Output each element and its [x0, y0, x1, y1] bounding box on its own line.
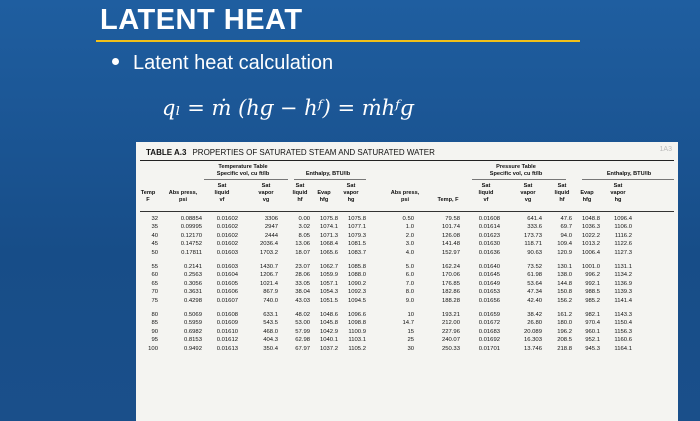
- sat-liquid-h-cell: 23.07: [295, 264, 310, 270]
- slide-title: LATENT HEAT: [100, 4, 303, 36]
- sat-liquid-h-r-cell: 130.1: [557, 264, 572, 270]
- col-sat-liquid-v-r: Sat liquid vf: [478, 183, 494, 203]
- sat-liquid-v-cell: 0.01609: [216, 320, 238, 327]
- sat-vapor-v-r-cell: 641.4: [527, 216, 542, 222]
- temp-r-cell: 212.00: [441, 320, 460, 327]
- sat-vapor-v-cell: 543.5: [263, 320, 278, 327]
- sat-liquid-h-r-cell: 120.9: [557, 249, 572, 256]
- evap-h-cell: 1045.8: [319, 320, 338, 327]
- sat-vapor-h-r-cell: 1136.9: [614, 280, 632, 287]
- sat-vapor-v-cell: 2947: [264, 224, 278, 231]
- temp-r-cell: 126.08: [441, 232, 460, 239]
- sat-vapor-h-r-cell: 1139.3: [614, 289, 632, 296]
- sat-vapor-v-cell: 1430.7: [259, 264, 278, 270]
- evap-h-r-cell: 985.2: [585, 297, 600, 304]
- temp-table-header: Temperature Table: [218, 164, 268, 170]
- sat-liquid-h-cell: 8.05: [298, 232, 310, 239]
- evap-h-cell: 1037.2: [319, 345, 338, 352]
- sat-liquid-v-r-cell: 0.01701: [478, 345, 500, 352]
- evap-h-cell: 1054.3: [319, 289, 338, 296]
- sat-liquid-h-r-cell: 156.2: [557, 297, 572, 304]
- sat-liquid-v-cell: 0.01610: [216, 328, 238, 335]
- sat-vapor-h-r-cell: 1106.0: [614, 224, 632, 231]
- temp-r-cell: 170.06: [441, 272, 460, 279]
- sat-liquid-h-r-cell: 180.0: [557, 320, 572, 327]
- evap-h-cell: 1074.1: [319, 224, 338, 231]
- abs-press-cell: 0.5069: [183, 312, 202, 318]
- sat-liquid-v-cell: 0.01613: [216, 345, 238, 352]
- temp-specvol-header: Specific vol, cu ft/lb: [216, 171, 270, 177]
- abs-press-r-cell: 0.50: [402, 216, 414, 222]
- sat-liquid-v-r-cell: 0.01614: [478, 224, 500, 231]
- sat-liquid-v-r-cell: 0.01692: [478, 337, 500, 344]
- sat-liquid-v-r-cell: 0.01672: [478, 320, 500, 327]
- sat-liquid-h-cell: 18.07: [295, 249, 310, 256]
- abs-press-cell: 0.8153: [183, 337, 202, 344]
- abs-press-r-cell: 7.0: [405, 280, 414, 287]
- caption-rule: [140, 160, 674, 161]
- sat-vapor-h-r-cell: 1134.2: [614, 272, 632, 279]
- temp-cell: 70: [151, 289, 158, 296]
- temp-cell: 100: [148, 345, 158, 352]
- sat-vapor-h-cell: 1075.8: [347, 216, 366, 222]
- sat-liquid-h-cell: 57.99: [295, 328, 310, 335]
- evap-h-cell: 1057.1: [319, 280, 338, 287]
- sat-liquid-h-cell: 33.05: [295, 280, 310, 287]
- sat-liquid-h-r-cell: 109.4: [557, 241, 572, 248]
- sat-vapor-h-cell: 1085.8: [347, 264, 366, 270]
- abs-press-r-cell: 15: [407, 328, 414, 335]
- abs-press-r-cell: 5.0: [405, 264, 414, 270]
- sat-liquid-h-cell: 62.98: [295, 337, 310, 344]
- sat-vapor-v-r-cell: 26.80: [527, 320, 542, 327]
- sat-liquid-v-r-cell: 0.01640: [478, 264, 500, 270]
- sat-vapor-v-cell: 867.9: [263, 289, 278, 296]
- sat-vapor-v-r-cell: 53.64: [527, 280, 542, 287]
- col-sat-vapor-v: Sat vapor vg: [258, 183, 274, 203]
- temp-r-cell: 101.74: [441, 224, 460, 231]
- latent-heat-equation: qₗ = ṁ (hɡ − hᶠ) = ṁhᶠɡ: [162, 96, 414, 120]
- abs-press-cell: 0.9492: [183, 345, 202, 352]
- col-sat-liquid-h: Sat liquid hf: [292, 183, 308, 203]
- col-evap-h-r: Evap hfg: [580, 190, 594, 203]
- evap-h-r-cell: 1006.4: [581, 249, 600, 256]
- temp-cell: 95: [151, 337, 158, 344]
- temp-r-cell: 79.58: [445, 216, 460, 222]
- sat-vapor-h-r-cell: 1160.6: [614, 337, 632, 344]
- abs-press-cell: 0.14752: [180, 241, 202, 248]
- abs-press-r-cell: 9.0: [405, 297, 414, 304]
- sat-vapor-v-r-cell: 333.6: [527, 224, 542, 231]
- temp-r-cell: 227.96: [441, 328, 460, 335]
- evap-h-cell: 1048.6: [319, 312, 338, 318]
- abs-press-cell: 0.09995: [180, 224, 202, 231]
- sat-vapor-h-r-cell: 1141.4: [614, 297, 632, 304]
- col-abs-press: Abs press, psi: [168, 190, 198, 203]
- sat-liquid-h-cell: 43.03: [295, 297, 310, 304]
- sat-liquid-h-r-cell: 47.6: [560, 216, 572, 222]
- abs-press-cell: 0.2141: [183, 264, 202, 270]
- abs-press-r-cell: 30: [407, 345, 414, 352]
- sat-liquid-h-r-cell: 150.8: [557, 289, 572, 296]
- abs-press-cell: 0.6982: [183, 328, 202, 335]
- sat-liquid-v-cell: 0.01605: [216, 280, 238, 287]
- sat-vapor-v-r-cell: 13.746: [523, 345, 542, 352]
- evap-h-cell: 1071.3: [319, 232, 338, 239]
- sat-vapor-h-r-cell: 1143.3: [614, 312, 632, 318]
- temp-r-cell: 250.33: [441, 345, 460, 352]
- sat-liquid-v-r-cell: 0.01683: [478, 328, 500, 335]
- sat-vapor-h-r-cell: 1150.4: [614, 320, 632, 327]
- sat-liquid-h-cell: 28.06: [295, 272, 310, 279]
- sat-vapor-v-r-cell: 73.52: [527, 264, 542, 270]
- abs-press-cell: 0.08854: [180, 216, 202, 222]
- sat-vapor-v-cell: 633.1: [263, 312, 278, 318]
- temp-cell: 80: [151, 312, 158, 318]
- evap-h-r-cell: 952.1: [585, 337, 600, 344]
- evap-h-r-cell: 988.5: [585, 289, 600, 296]
- press-enthalpy-header: Enthalpy, BTU/lb: [606, 171, 652, 177]
- sat-vapor-v-cell: 1206.7: [259, 272, 278, 279]
- rule: [582, 179, 674, 180]
- evap-h-cell: 1068.4: [319, 241, 338, 248]
- evap-h-cell: 1051.5: [319, 297, 338, 304]
- sat-vapor-v-cell: 1703.2: [259, 249, 278, 256]
- table-number: TABLE A.3: [146, 148, 187, 157]
- abs-press-cell: 0.4298: [183, 297, 202, 304]
- sat-liquid-v-cell: 0.01603: [216, 249, 238, 256]
- evap-h-r-cell: 982.1: [585, 312, 600, 318]
- evap-h-cell: 1042.9: [319, 328, 338, 335]
- temp-cell: 75: [151, 297, 158, 304]
- table-caption: [146, 148, 435, 157]
- rule: [472, 179, 566, 180]
- temp-cell: 90: [151, 328, 158, 335]
- evap-h-r-cell: 970.4: [585, 320, 600, 327]
- temp-cell: 45: [151, 241, 158, 248]
- evap-h-cell: 1062.7: [319, 264, 338, 270]
- sat-vapor-v-cell: 1021.4: [259, 280, 278, 287]
- sat-vapor-h-cell: 1079.3: [347, 232, 366, 239]
- header-rule: [140, 211, 674, 212]
- abs-press-r-cell: 1.0: [405, 224, 414, 231]
- sat-liquid-h-r-cell: 138.0: [557, 272, 572, 279]
- sat-liquid-h-cell: 48.02: [295, 312, 310, 318]
- sat-liquid-h-r-cell: 161.2: [557, 312, 572, 318]
- temp-r-cell: 182.86: [441, 289, 460, 296]
- temp-cell: 55: [151, 264, 158, 270]
- press-table-header: Pressure Table: [496, 164, 536, 170]
- temp-r-cell: 152.97: [441, 249, 460, 256]
- abs-press-cell: 0.2563: [183, 272, 202, 279]
- sat-vapor-v-r-cell: 16.303: [523, 337, 542, 344]
- abs-press-r-cell: 3.0: [405, 241, 414, 248]
- abs-press-r-cell: 4.0: [405, 249, 414, 256]
- sat-liquid-h-r-cell: 196.2: [557, 328, 572, 335]
- sat-vapor-h-cell: 1105.2: [348, 345, 366, 352]
- rule: [294, 179, 366, 180]
- sat-vapor-h-cell: 1083.7: [347, 249, 366, 256]
- abs-press-cell: 0.5959: [183, 320, 202, 327]
- sat-liquid-v-r-cell: 0.01656: [478, 297, 500, 304]
- sat-vapor-v-r-cell: 42.40: [527, 297, 542, 304]
- sat-vapor-h-r-cell: 1156.3: [614, 328, 632, 335]
- sat-liquid-v-cell: 0.01607: [216, 297, 238, 304]
- sat-liquid-v-cell: 0.01612: [216, 337, 238, 344]
- evap-h-r-cell: 992.1: [585, 280, 600, 287]
- sat-vapor-h-r-cell: 1116.2: [614, 232, 632, 239]
- col-sat-liquid-h-r: Sat liquid hf: [554, 183, 570, 203]
- temp-cell: 60: [151, 272, 158, 279]
- sat-vapor-h-cell: 1098.8: [347, 320, 366, 327]
- sat-liquid-v-r-cell: 0.01630: [478, 241, 500, 248]
- sat-liquid-v-cell: 0.01602: [216, 241, 238, 248]
- table-title: PROPERTIES OF SATURATED STEAM AND SATURATED WATER: [192, 148, 435, 157]
- sat-liquid-h-r-cell: 94.0: [560, 232, 572, 239]
- sat-liquid-h-cell: 13.06: [295, 241, 310, 248]
- evap-h-r-cell: 996.2: [585, 272, 600, 279]
- evap-h-cell: 1075.8: [319, 216, 338, 222]
- temp-r-cell: 188.28: [441, 297, 460, 304]
- evap-h-r-cell: 960.1: [585, 328, 600, 335]
- evap-h-cell: 1040.1: [319, 337, 338, 344]
- col-sat-vapor-h-r: Sat vapor hg: [610, 183, 626, 203]
- press-specvol-header: Specific vol, cu ft/lb: [489, 171, 543, 177]
- sat-liquid-v-cell: 0.01602: [216, 232, 238, 239]
- abs-press-r-cell: 8.0: [405, 289, 414, 296]
- sat-vapor-h-r-cell: 1131.1: [614, 264, 632, 270]
- sat-vapor-v-r-cell: 38.42: [527, 312, 542, 318]
- col-sat-vapor-h: Sat vapor hg: [343, 183, 359, 203]
- rule: [204, 179, 288, 180]
- sat-liquid-v-cell: 0.01603: [216, 264, 238, 270]
- sat-vapor-h-cell: 1092.3: [347, 289, 366, 296]
- temp-r-cell: 141.48: [441, 241, 460, 248]
- evap-h-r-cell: 1022.2: [581, 232, 600, 239]
- sat-liquid-v-r-cell: 0.01636: [478, 249, 500, 256]
- abs-press-r-cell: 6.0: [405, 272, 414, 279]
- sat-vapor-v-cell: 3306: [264, 216, 278, 222]
- sat-liquid-v-cell: 0.01606: [216, 289, 238, 296]
- sat-vapor-v-cell: 404.3: [263, 337, 278, 344]
- sat-liquid-v-r-cell: 0.01653: [478, 289, 500, 296]
- evap-h-r-cell: 1013.2: [581, 241, 600, 248]
- sat-vapor-h-cell: 1088.0: [347, 272, 366, 279]
- sat-vapor-h-cell: 1081.5: [347, 241, 366, 248]
- abs-press-cell: 0.17811: [181, 249, 202, 256]
- sat-liquid-h-cell: 53.00: [295, 320, 310, 327]
- sat-vapor-h-cell: 1096.6: [347, 312, 366, 318]
- bullet-text: Latent heat calculation: [133, 52, 334, 74]
- temp-cell: 32: [151, 216, 158, 222]
- temp-r-cell: 176.85: [441, 280, 460, 287]
- sat-vapor-h-r-cell: 1164.1: [614, 345, 632, 352]
- sat-vapor-h-cell: 1077.1: [347, 224, 366, 231]
- sat-vapor-h-r-cell: 1096.4: [613, 216, 632, 222]
- evap-h-r-cell: 945.3: [585, 345, 600, 352]
- sat-vapor-v-cell: 2036.4: [259, 241, 278, 248]
- abs-press-cell: 0.12170: [180, 232, 202, 239]
- evap-h-r-cell: 1036.3: [581, 224, 600, 231]
- abs-press-cell: 0.3056: [183, 280, 202, 287]
- sat-liquid-v-cell: 0.01602: [216, 224, 238, 231]
- sat-liquid-v-r-cell: 0.01623: [478, 232, 500, 239]
- evap-h-cell: 1059.9: [319, 272, 338, 279]
- abs-press-r-cell: 14.7: [402, 320, 414, 327]
- evap-h-r-cell: 1048.8: [581, 216, 600, 222]
- sat-vapor-v-cell: 468.0: [263, 328, 278, 335]
- temp-r-cell: 193.21: [441, 312, 460, 318]
- sat-liquid-v-cell: 0.01602: [216, 216, 238, 222]
- sat-liquid-h-r-cell: 69.7: [560, 224, 572, 231]
- sat-vapor-v-cell: 2444: [264, 232, 278, 239]
- sat-liquid-h-r-cell: 208.5: [557, 337, 572, 344]
- sat-vapor-v-r-cell: 118.71: [524, 241, 542, 248]
- title-underline: [96, 40, 580, 42]
- steam-table-image: [136, 142, 678, 421]
- col-sat-vapor-v-r: Sat vapor vg: [520, 183, 536, 203]
- sat-liquid-v-r-cell: 0.01645: [478, 272, 500, 279]
- sat-liquid-v-r-cell: 0.01608: [478, 216, 500, 222]
- sat-vapor-h-cell: 1100.9: [348, 328, 366, 335]
- sat-liquid-h-r-cell: 144.8: [557, 280, 572, 287]
- bullet-dot-icon: [112, 58, 119, 65]
- sat-liquid-h-r-cell: 218.8: [557, 345, 572, 352]
- col-abs-press-r: Abs press, psi: [390, 190, 420, 203]
- abs-press-r-cell: 2.0: [405, 232, 414, 239]
- sat-vapor-v-cell: 350.4: [263, 345, 278, 352]
- temp-cell: 65: [151, 280, 158, 287]
- temp-cell: 85: [151, 320, 158, 327]
- temp-enthalpy-header: Enthalpy, BTU/lb: [305, 171, 351, 177]
- sat-liquid-v-cell: 0.01608: [216, 312, 238, 318]
- sat-vapor-v-cell: 740.0: [263, 297, 278, 304]
- bullet-item: [112, 52, 333, 75]
- table-stamp: 1A3: [659, 146, 672, 153]
- abs-press-r-cell: 10: [407, 312, 414, 318]
- sat-liquid-h-cell: 0.00: [298, 216, 310, 222]
- sat-vapor-h-cell: 1103.1: [348, 337, 366, 344]
- sat-vapor-h-r-cell: 1127.3: [614, 249, 632, 256]
- col-evap-h: Evap hfg: [317, 190, 331, 203]
- sat-vapor-v-r-cell: 47.34: [527, 289, 542, 296]
- evap-h-r-cell: 1001.0: [581, 264, 600, 270]
- col-temp-r: Temp, F: [437, 197, 459, 203]
- sat-vapor-h-cell: 1094.5: [347, 297, 366, 304]
- sat-liquid-h-cell: 38.04: [295, 289, 310, 296]
- sat-liquid-h-cell: 67.97: [295, 345, 310, 352]
- temp-cell: 35: [151, 224, 158, 231]
- abs-press-r-cell: 25: [407, 337, 414, 344]
- temp-cell: 50: [151, 249, 158, 256]
- sat-vapor-v-r-cell: 173.73: [523, 232, 542, 239]
- sat-liquid-h-cell: 3.02: [298, 224, 310, 231]
- temp-r-cell: 240.07: [441, 337, 460, 344]
- sat-liquid-v-r-cell: 0.01649: [478, 280, 500, 287]
- sat-vapor-v-r-cell: 61.98: [527, 272, 542, 279]
- col-sat-liquid-v: Sat liquid vf: [214, 183, 230, 203]
- sat-liquid-v-r-cell: 0.01659: [478, 312, 500, 318]
- sat-vapor-h-r-cell: 1122.6: [614, 241, 632, 248]
- sat-vapor-h-cell: 1090.2: [347, 280, 366, 287]
- sat-vapor-v-r-cell: 20.089: [523, 328, 542, 335]
- temp-cell: 40: [151, 232, 158, 239]
- abs-press-cell: 0.3631: [183, 289, 202, 296]
- temp-r-cell: 162.24: [441, 264, 460, 270]
- sat-liquid-v-cell: 0.01604: [216, 272, 238, 279]
- col-temp: Temp F: [140, 190, 156, 203]
- sat-vapor-v-r-cell: 90.63: [527, 249, 542, 256]
- evap-h-cell: 1065.6: [319, 249, 338, 256]
